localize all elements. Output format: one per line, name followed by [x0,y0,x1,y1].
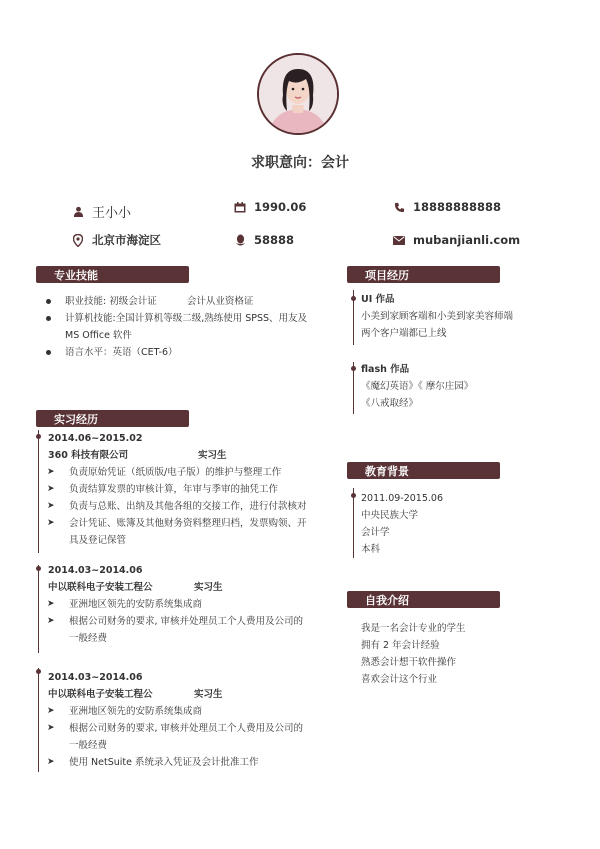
avatar [259,55,337,133]
project-1-line: 小美到家顾客端和小美到家美容师端 [361,311,514,322]
project-1 [361,291,551,342]
info-address [72,232,161,248]
job-company-line [48,447,338,464]
job-item-cont: 一般经费 [69,740,108,751]
job-date: 2014.03~2014.06 [48,565,143,576]
job-item: ➤ 根据公司财务的要求, 审核并处理员工个人费用及公司的 [47,616,304,627]
qq-icon [234,234,246,246]
education-degree: 本科 [361,544,381,555]
job-timeline [38,668,39,772]
education-school: 中央民族大学 [361,510,419,521]
info-email [393,233,520,247]
job-2 [48,562,338,647]
job-item: ➤ 使用 NetSuite 系统录入凭证及会计批准工作 [47,757,259,768]
self-line: 熟悉会计想干软件操作 [361,657,457,668]
project-2 [361,361,551,412]
projects-title: 项目经历 [365,268,409,282]
education-lines [361,490,551,558]
education-dot [351,493,356,498]
location-icon [72,234,84,246]
education-title: 教育背景 [365,464,409,478]
job-company: 中以联科电子安装工程公 [48,689,153,700]
project-2-line: 《八戒取经》 [361,398,419,409]
calendar-icon [234,201,246,213]
phone-text: 18888888888 [413,200,502,214]
skill-item-cont: MS Office 软件 [65,330,132,341]
self-lines [361,620,551,688]
education-timeline [353,488,354,558]
profile-photo [257,53,339,135]
mail-icon [393,234,405,246]
job-timeline [38,565,39,653]
job-item: ➤ 负责与总账、出纳及其他各组的交接工作，进行付款核对 [47,501,307,512]
info-qq [234,233,294,247]
self-line: 喜欢会计这个行业 [361,674,438,685]
skills-header [36,266,189,283]
internship-header [36,410,189,427]
projects-header [347,266,500,283]
job-item-cont: 具及登记保管 [69,535,127,546]
job-items [48,596,338,647]
job-item: ➤ 会计凭证、账簿及其他财务资料整理归档，发票购领、开 [47,518,307,529]
project-1-title: UI 作品 [361,294,395,305]
job-date: 2014.06~2015.02 [48,433,143,444]
job-dot [36,566,41,571]
self-line: 我是一名会计专业的学生 [361,623,466,634]
birth-text: 1990.06 [254,200,307,214]
self-line: 拥有 2 年会计经验 [361,640,440,651]
job-item: ➤ 亚洲地区领先的安防系统集成商 [47,706,203,717]
skills-list [65,293,335,361]
job-company: 中以联科电子安装工程公 [48,582,153,593]
phone-icon [393,201,405,213]
job-3 [48,669,338,771]
education-major: 会计学 [361,527,390,538]
project-2-title: flash 作品 [361,364,410,375]
person-icon [72,206,84,218]
qq-text: 58888 [254,233,295,247]
education-header [347,462,500,479]
skill-item: 计算机技能:全国计算机等级二级,熟练使用 SPSS、用友及 [65,310,335,327]
job-date: 2014.03~2014.06 [48,672,143,683]
job-role: 实习生 [198,450,227,461]
project-dot [351,366,356,371]
job-item-cont: 一般经费 [69,633,108,644]
info-birth [234,200,306,214]
project-dot [351,296,356,301]
email-text: mubanjianli.com [413,233,521,247]
info-phone [393,200,501,214]
job-company-line [48,686,338,703]
self-title: 自我介绍 [365,593,409,607]
job-item: ➤ 负责结算发票的审核计算，年审与季审的抽凭工作 [47,484,279,495]
job-role: 实习生 [194,689,223,700]
info-name [72,202,131,221]
job-company-line [48,579,338,596]
project-2-line: 《魔幻英语》《 摩尔庄园》 [361,381,474,392]
job-dot [36,669,41,674]
self-header [347,591,500,608]
job-dot [36,434,41,439]
project-1-line: 两个客户端都已上线 [361,328,447,339]
job-timeline [38,430,39,553]
job-role: 实习生 [194,582,223,593]
internship-title: 实习经历 [54,412,98,426]
address-text: 北京市海淀区 [92,233,161,247]
skill-item: 职业技能: 初级会计证 会计从业资格证 [65,293,335,310]
job-items [48,703,338,771]
job-1 [48,430,338,549]
education-period: 2011.09-2015.06 [361,493,443,504]
skill-item: 语言水平：英语（CET-6） [65,344,335,361]
name-text: 王小小 [92,206,132,221]
job-item: ➤ 负责原始凭证（纸质版/电子版）的维护与整理工作 [47,467,282,478]
job-company: 360 科技有限公司 [48,450,129,461]
job-intent: 求职意向：会计 [251,155,349,171]
job-item: ➤ 根据公司财务的要求, 审核并处理员工个人费用及公司的 [47,723,304,734]
job-items [48,464,338,549]
skills-title: 专业技能 [54,268,98,282]
job-item: ➤ 亚洲地区领先的安防系统集成商 [47,599,203,610]
